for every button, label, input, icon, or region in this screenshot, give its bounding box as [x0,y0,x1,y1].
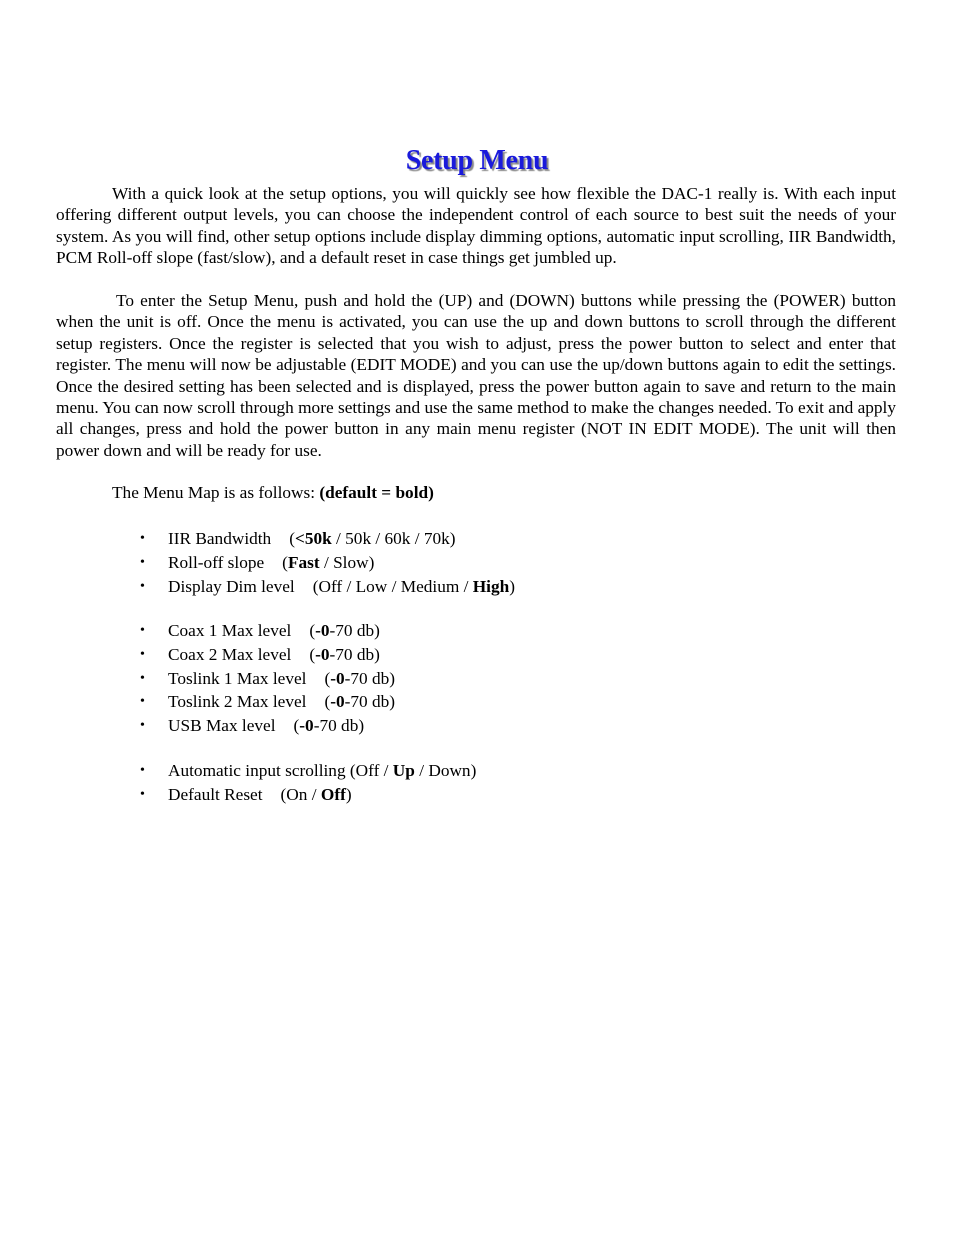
default-option: Up [392,761,415,780]
setting-options-prefix: ( [309,621,316,640]
menu-map-item-text [168,667,395,691]
bullet-icon: • [140,646,145,662]
menu-map-item-text [168,527,456,551]
menu-map-item-text [168,690,395,714]
setting-label: USB Max level [168,716,276,736]
default-option: High [472,576,510,596]
setting-label: Default Reset [168,784,263,804]
instructions-paragraph-text: To enter the Setup Menu, push and hold the (UP) and (DOWN) buttons while pressing the (POWER) button when the unit is off. Once the menu is activated, you can use the up and down buttons to scroll through the different setup registers. Once the register is selected that you wish to adjust, press the power button to select and enter that register. The menu will now be adjustable (EDIT MODE) and you can use the up/down buttons again to edit the settings. Once the desired setting has been selected and is displayed, press the power button again to save and return to the main menu. You can now scroll through more settings and use the same method to make the changes needed. To exit and apply all changes, press and hold the power button in any main menu register (NOT IN EDIT MODE). The unit will then power down and will be ready for use. [56,291,896,460]
menu-map-item-text [168,783,352,807]
default-option: Fast [287,552,320,572]
menu-map-intro-text: The Menu Map is as follows: [112,483,320,502]
setting-label: Toslink 1 Max level [168,668,307,688]
setting-label: Toslink 2 Max level [168,692,307,712]
instructions-paragraph [56,290,896,461]
menu-map-item-text [168,643,380,667]
bullet-icon: • [140,763,145,778]
menu-map-item-text [168,714,364,738]
default-option: -0 [330,692,345,712]
default-option: -0 [315,621,330,640]
setting-label: Coax 1 Max level [168,621,292,640]
setting-label: Automatic input scrolling (Off / [168,761,393,780]
setting-options-prefix: ( [324,668,331,688]
setting-options-prefix: (On / [280,784,321,804]
bullet-icon: • [140,578,145,594]
setting-label: Display Dim level [168,576,295,596]
setting-options-rest: ) [509,576,515,596]
setting-options-prefix: ( [282,552,288,572]
bullet-icon: • [140,718,145,734]
setting-options-rest: -70 db) [313,716,365,736]
setting-options-rest: -70 db) [344,692,396,712]
setting-options-rest: -70 db) [329,621,380,640]
setting-options-prefix: ( [293,716,300,736]
setting-label: Coax 2 Max level [168,644,292,664]
setting-options-rest: ) [345,784,352,804]
menu-map-item-text [168,551,374,575]
menu-map-item-text [168,575,515,599]
setting-options-rest: / 50k / 60k / 70k) [331,529,456,548]
bullet-icon: • [140,531,145,546]
setting-options-prefix: ( [309,644,316,664]
bullet-icon: • [140,786,145,802]
setting-options-prefix: ( [324,692,331,712]
default-option: <50k [294,529,332,548]
default-option: -0 [315,644,330,664]
default-option: -0 [299,716,314,736]
menu-map-item-text [168,759,476,783]
setting-options-rest: -70 db) [329,644,380,664]
bullet-icon: • [140,554,145,570]
bullet-icon: • [140,694,145,710]
setting-label: IIR Bandwidth [168,529,272,548]
bullet-icon: • [140,670,145,686]
menu-map-intro [112,482,434,504]
setting-label: Roll-off slope [168,552,265,572]
default-bold-note: (default = bold) [319,483,434,502]
default-option: -0 [330,668,345,688]
page-title: Setup Menu [405,144,549,176]
setting-options-rest: / Slow) [319,552,375,572]
bullet-icon: • [140,623,145,638]
menu-map-item-text [168,619,380,643]
setting-options-prefix: ( [289,529,295,548]
default-option: Off [320,784,346,804]
setting-options-prefix: (Off / Low / Medium / [312,576,473,596]
intro-paragraph-text: With a quick look at the setup options, you will quickly see how flexible the DAC-1 really is. With each input offering different output levels, you can choose the independent control of each source to best suit the needs of your system. As you will find, other setup options include display dimming options, automatic input scrolling, IIR Bandwidth, PCM Roll-off slope (fast/slow), and a default reset in case things get jumbled up. [56,184,896,268]
setting-options-rest: / Down) [414,761,477,780]
setting-options-rest: -70 db) [344,668,396,688]
intro-paragraph [56,183,896,269]
